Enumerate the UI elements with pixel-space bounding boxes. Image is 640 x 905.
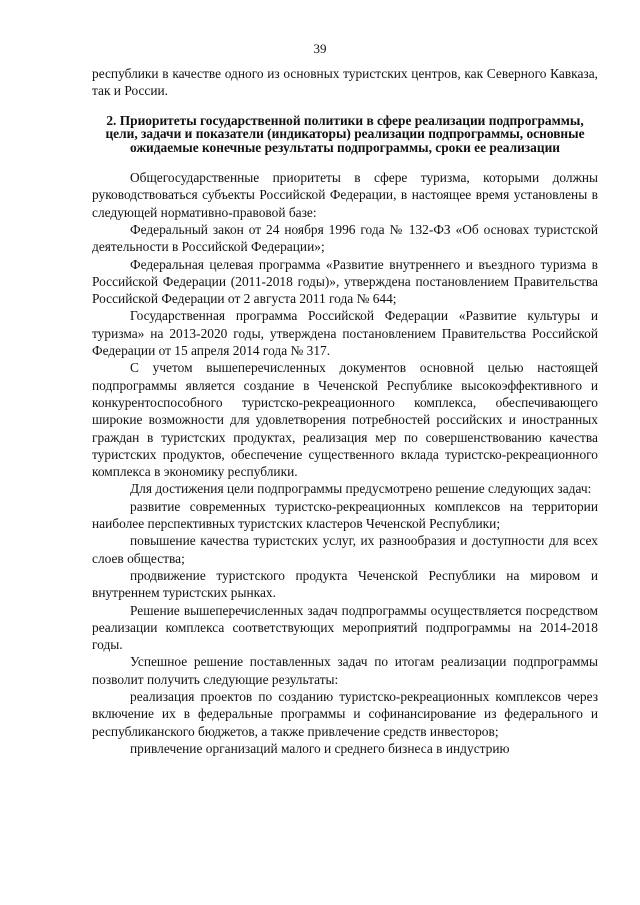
paragraph-task-complexes: развитие современных туристско-рекреационных комплексов на территории наиболее перспективных туристских кластеров Чеченской Республики;	[92, 498, 598, 532]
paragraph-measures: Решение вышеперечисленных задач подпрограммы осуществляется посредством реализации комплекса соответствующих мероприятий подпрограммы на 2014-2018 годы.	[92, 602, 598, 653]
document-body	[92, 65, 598, 757]
paragraph-results-intro: Успешное решение поставленных задач по итогам реализации подпрограммы позволит получить следующие результаты:	[92, 654, 598, 687]
paragraph-priorities: Общегосударственные приоритеты в сфере туризма, которыми должны руководствоваться субъекты Российской Федерации, в настоящее время установлены в следующей нормативно-правовой базе:	[92, 170, 598, 220]
paragraph-result-business: привлечение организаций малого и среднего бизнеса в индустрию	[130, 740, 510, 756]
page-number: 39	[313, 41, 327, 56]
section-heading: 2. Приоритеты государственной политики в сфере реализации подпрограммы, цели, задачи и показатели (индикаторы) реализации подпрограммы, основные ожидаемые конечные результаты подпрограммы, сроки ее реализации	[105, 112, 585, 155]
paragraph-state-program: Государственная программа Российской Федерации «Развитие культуры и туризма» на 2013-2020 годы, утверждена постановлением Правительства Российской Федерации от 15 апреля 2014 года № 317.	[92, 308, 598, 359]
paragraph-task-promotion: продвижение туристского продукта Чеченской Республики на мировом и внутреннем туристских рынках.	[92, 567, 598, 601]
paragraph-result-projects: реализация проектов по созданию туристско-рекреационных комплексов через включение их в федеральные программы и софинансирование из федерального и республиканского бюджетов, а также привлечение средств инвесторов;	[92, 689, 598, 739]
paragraph-main-goal: С учетом вышеперечисленных документов основной целью настоящей подпрограммы является создание в Чеченской Республике высокоэффективного и конкурентоспособного туристско-рекреационного комплекса, обеспечивающего широкие возможности для удовлетворения потребностей российских и иностранных граждан в туристских продуктах, реализация мер по совершенствованию качества туристских продуктов, обеспечение существенного вклада туристско-рекреационного комплекса в экономику республики.	[92, 360, 598, 480]
intro-paragraph: республики в качестве одного из основных туристских центров, как Северного Кавказа, так и России.	[92, 66, 598, 99]
paragraph-task-quality: повышение качества туристских услуг, их разнообразия и доступности для всех слоев общества;	[92, 533, 598, 566]
paragraph-tasks-intro: Для достижения цели подпрограммы предусмотрено решение следующих задач:	[130, 481, 592, 497]
paragraph-federal-program: Федеральная целевая программа «Развитие внутреннего и въездного туризма в Российской Федерации (2011-2018 годы)», утверждена постановлением Правительства Российской Федерации от 2 августа 2011 года № 644;	[92, 256, 598, 307]
paragraph-federal-law: Федеральный закон от 24 ноября 1996 года № 132-ФЗ «Об основах туристской деятельности в Российской Федерации»;	[92, 221, 598, 255]
